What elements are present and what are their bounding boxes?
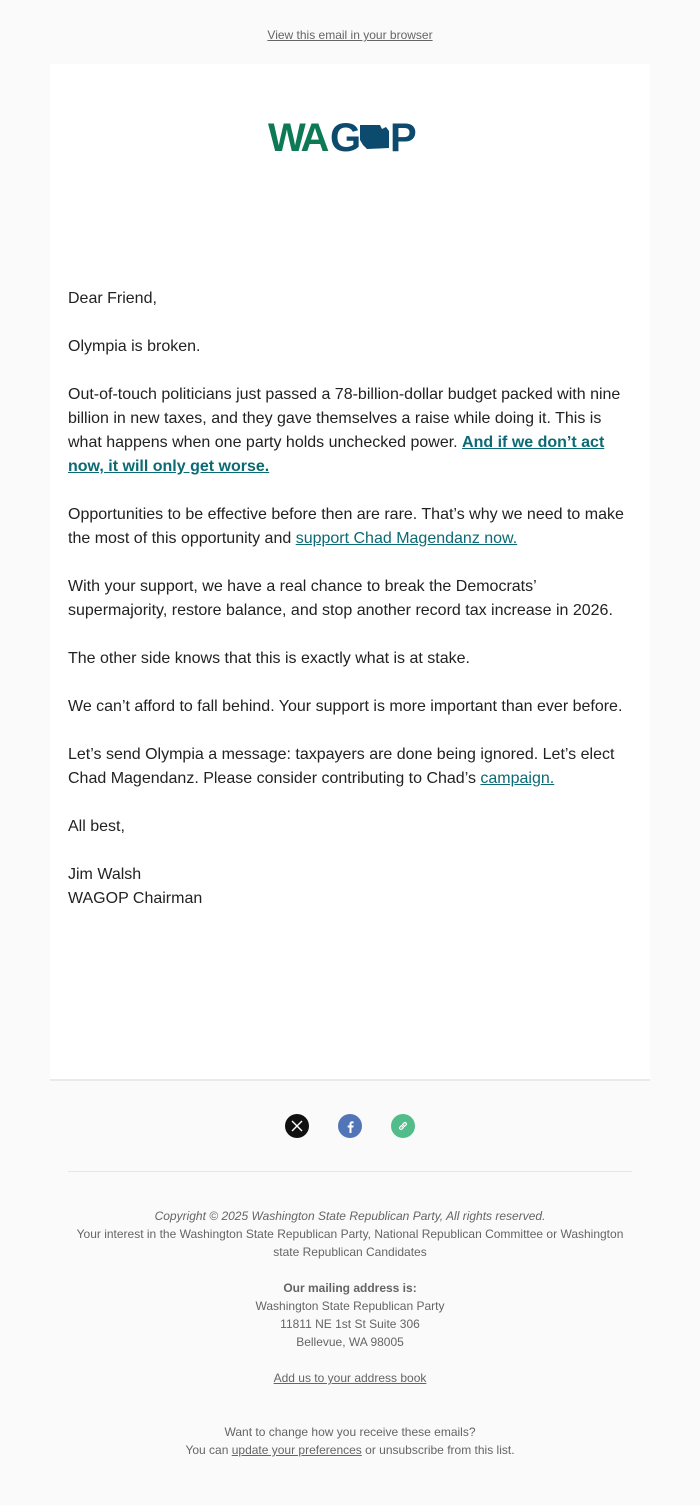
closing: All best, [68, 818, 125, 835]
paragraph-olympia: Olympia is broken. [68, 338, 201, 355]
signer-title: WAGOP Chairman [68, 890, 203, 907]
mailing-heading: Our mailing address is: [283, 1281, 417, 1295]
view-in-browser-bar [0, 28, 700, 42]
social-links [0, 1114, 700, 1138]
paragraph-budget: Out-of-touch politicians just passed a 78-billion-dollar budget packed with nine billion in new taxes, and they gave themselves a raise while doing it. This is what happens when one party holds unchecked power. And if we don’t act now, it will only get worse. [68, 386, 621, 475]
add-address-book-link[interactable]: Add us to your address book [273, 1371, 427, 1385]
update-preferences-link[interactable]: update your preferences [231, 1443, 362, 1457]
svg-text:WA: WA [268, 118, 327, 156]
campaign-link[interactable]: campaign. [480, 770, 555, 787]
facebook-icon[interactable] [338, 1114, 362, 1138]
view-in-browser-link[interactable]: View this email in your browser [267, 28, 433, 42]
preferences-line: You can update your preferences or unsubscribe from this list. [185, 1443, 515, 1457]
change-prompt: Want to change how you receive these emails? [224, 1425, 476, 1439]
wagop-logo [268, 118, 432, 156]
paragraph-fall-behind: We can’t afford to fall behind. Your support is more important than ever before. [68, 698, 623, 715]
paragraph-message: Let’s send Olympia a message: taxpayers are done being ignored. Let’s elect Chad Magendanz. Please consider contributing to Chad’s campaign. [68, 746, 615, 787]
svg-text:P: P [390, 118, 415, 156]
signature [68, 863, 632, 911]
address-line-3: Bellevue, WA 98005 [296, 1335, 404, 1349]
footer [68, 1207, 632, 1459]
act-now-link[interactable]: And if we don’t act now, it will only get worse. [68, 434, 605, 475]
address-line-1: Washington State Republican Party [255, 1299, 445, 1313]
letter-body [68, 287, 632, 911]
address-line-2: 11811 NE 1st St Suite 306 [280, 1317, 420, 1331]
signer-name: Jim Walsh [68, 866, 142, 883]
link-icon[interactable] [391, 1114, 415, 1138]
footer-divider [68, 1171, 632, 1172]
copyright: Copyright © 2025 Washington State Republican Party, All rights reserved. [154, 1209, 546, 1223]
interest-note: Your interest in the Washington State Republican Party, National Republican Committee or Washington state Republican Candidates [76, 1227, 624, 1259]
paragraph-stakes: The other side knows that this is exactly what is at stake. [68, 650, 470, 667]
greeting: Dear Friend, [68, 290, 157, 307]
svg-text:G: G [330, 118, 360, 156]
email-card [50, 64, 650, 1081]
paragraph-opportunities: Opportunities to be effective before then are rare. That’s why we need to make the most of this opportunity and support Chad Magendanz now. [68, 506, 624, 547]
paragraph-support: With your support, we have a real chance to break the Democrats’ supermajority, restore balance, and stop another record tax increase in 2026. [68, 578, 613, 619]
x-icon[interactable] [285, 1114, 309, 1138]
support-chad-link[interactable]: support Chad Magendanz now. [295, 530, 518, 547]
